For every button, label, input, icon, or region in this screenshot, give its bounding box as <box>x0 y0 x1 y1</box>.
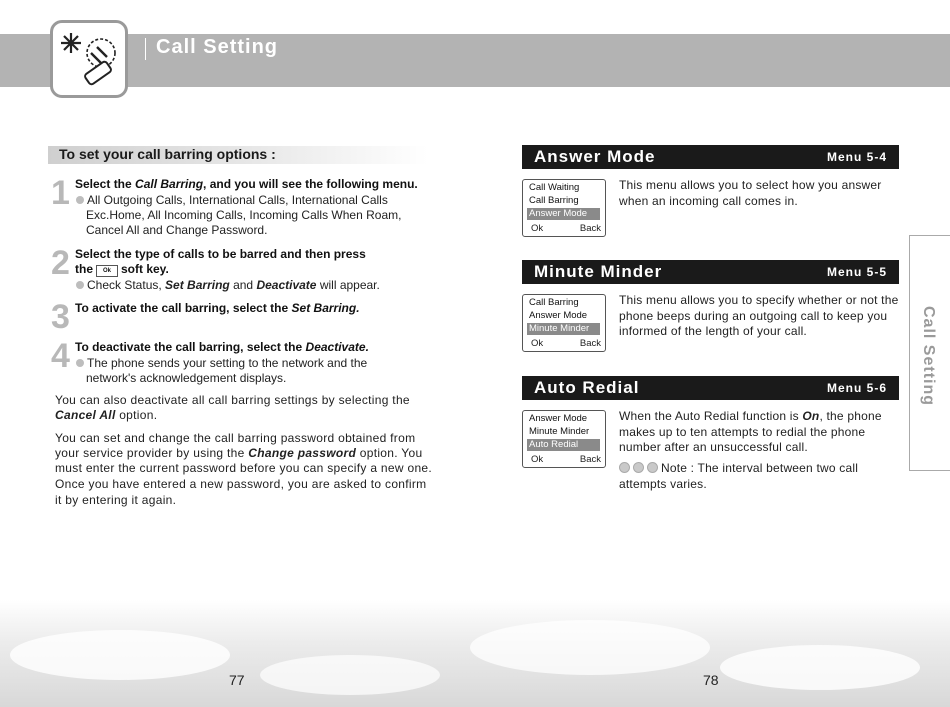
screen-menu-item: Answer Mode <box>529 413 588 424</box>
side-tab: Call Setting <box>909 235 950 471</box>
menu-description: This menu allows you to specify whether or not the phone beeps during an outgoing call to keep you informed of the length of your call. <box>619 293 899 338</box>
menu-heading-answer-mode: Answer Mode Menu 5-4 <box>522 145 899 169</box>
step-title-line2: the Ok soft key. <box>75 262 169 276</box>
bullet-item: Check Status, Set Barring and Deactivate will appear. <box>76 278 380 292</box>
softkey-ok: Ok <box>531 338 544 349</box>
section-heading: To set your call barring options : <box>48 146 428 164</box>
step-title: Select the type of calls to be barred and then press <box>75 247 366 261</box>
screen-menu-item: Call Waiting <box>529 182 580 193</box>
step-number: 1 <box>51 174 70 212</box>
note-icon <box>633 462 644 473</box>
bullet-continuation: Cancel All and Change Password. <box>86 223 268 237</box>
softkey-back: Back <box>579 338 601 349</box>
screen-menu-item: Minute Minder <box>529 426 590 437</box>
bullet-dot-icon <box>76 281 84 289</box>
step-number: 3 <box>51 298 70 336</box>
step-number: 2 <box>51 244 70 282</box>
step-title: To activate the call barring, select the Set Barring. <box>75 301 360 315</box>
call-setting-icon <box>50 20 128 98</box>
bullet-dot-icon <box>76 196 84 204</box>
page-number-left: 77 <box>229 672 245 688</box>
screen-menu-item: Call Barring <box>529 195 579 206</box>
menu-description: This menu allows you to select how you answer when an incoming call comes in. <box>619 178 882 208</box>
page-title: Call Setting <box>156 36 279 58</box>
phone-screen <box>522 179 606 237</box>
paragraph-line: it by entering it again. <box>55 493 177 507</box>
header-separator <box>145 38 146 60</box>
note: Note : The interval between two call attempts varies. <box>619 461 859 491</box>
screen-menu-item-selected: Minute Minder <box>527 323 600 335</box>
paragraph-line: Once you have entered a new password, you are asked to confirm <box>55 477 427 491</box>
menu-heading-minute-minder: Minute Minder Menu 5-5 <box>522 260 899 284</box>
paragraph-line: You can also deactivate all call barring settings by selecting the <box>55 393 410 407</box>
bullet-dot-icon <box>76 359 84 367</box>
screen-menu-item-selected: Auto Redial <box>527 439 600 451</box>
page-number-right: 78 <box>703 672 719 688</box>
step-title: To deactivate the call barring, select the Deactivate. <box>75 340 369 354</box>
screen-menu-item: Answer Mode <box>529 310 588 321</box>
phone-screen <box>522 410 606 468</box>
paragraph-line: You can set and change the call barring password obtained from <box>55 431 416 445</box>
bullet-continuation: network's acknowledgement displays. <box>86 371 287 385</box>
paragraph-line: must enter the current password before you can specify a new one. <box>55 461 433 475</box>
screen-menu-item-selected: Answer Mode <box>527 208 600 220</box>
step-number: 4 <box>51 337 70 375</box>
bullet-continuation: Exc.Home, All Incoming Calls, Incoming Calls When Roam, <box>86 208 402 222</box>
menu-heading-auto-redial: Auto Redial Menu 5-6 <box>522 376 899 400</box>
menu-description: When the Auto Redial function is On, the phone makes up to ten attempts to redial the phone number after an unsuccessful call. <box>619 409 882 454</box>
note-icon <box>647 462 658 473</box>
bullet-item: The phone sends your setting to the network and the <box>76 356 367 370</box>
ok-softkey-icon: Ok <box>96 265 118 277</box>
step-title: Select the Call Barring, and you will see the following menu. <box>75 177 418 191</box>
note-icon <box>619 462 630 473</box>
header-bar <box>0 34 950 87</box>
softkey-ok: Ok <box>531 454 544 465</box>
phone-screen <box>522 294 606 352</box>
cloud-background <box>0 600 950 707</box>
softkey-back: Back <box>579 223 601 234</box>
softkey-ok: Ok <box>531 223 544 234</box>
bullet-item: All Outgoing Calls, International Calls, International Calls <box>76 193 388 207</box>
softkey-back: Back <box>579 454 601 465</box>
paragraph-line: your service provider by using the Change password option. You <box>55 446 423 460</box>
screen-menu-item: Call Barring <box>529 297 579 308</box>
paragraph-line: Cancel All option. <box>55 408 158 422</box>
